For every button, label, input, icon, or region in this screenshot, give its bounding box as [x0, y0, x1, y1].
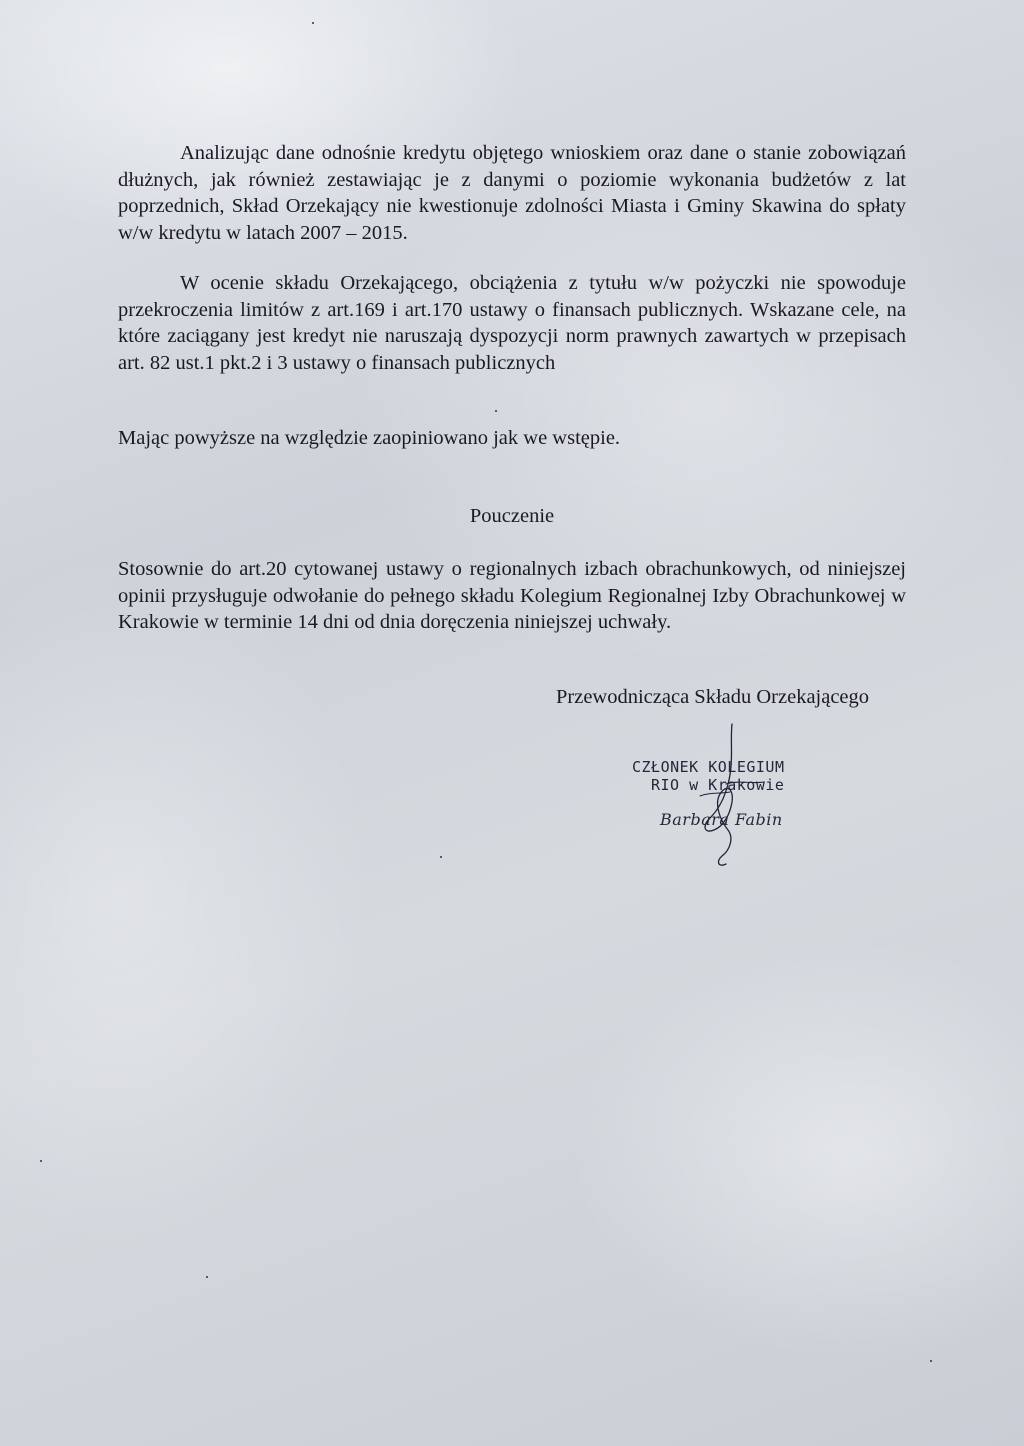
- stamp-line-office: RIO w Krakowie: [651, 776, 785, 794]
- scan-speck: [40, 1160, 42, 1162]
- paragraph-credit-analysis: Analizując dane odnośnie kredytu objętego wnioskiem oraz dane o stanie zobowiązań dłużnych, jak również zestawiając je z danymi o poziomie wykonania budżetów z lat poprzednich, Skład Orzekający nie kwestionuje zdolności Miasta i Gminy Skawina do spłaty w/w kredytu w latach 2007 – 2015.: [118, 142, 906, 244]
- scan-speck: [440, 856, 442, 858]
- scan-speck: [930, 1360, 932, 1362]
- signature-title: Przewodnicząca Składu Orzekającego: [556, 686, 870, 708]
- handwritten-signature-icon: [680, 722, 770, 872]
- section-heading-pouczenie: Pouczenie: [469, 505, 555, 527]
- scan-speck: [495, 410, 497, 412]
- scan-speck: [312, 22, 314, 24]
- stamp-name: Barbara Fabin: [660, 810, 783, 829]
- paragraph-limits-assessment: W ocenie składu Orzekającego, obciążenia z tytułu w/w pożyczki nie spowoduje przekroczenia limitów z art.169 i art.170 ustawy o finansach publicznych. Wskazane cele, na które zaciągany jest kredyt nie naruszają dyspozycji norm prawnych zawartych w przepisach art. 82 ust.1 pkt.2 i 3 ustawy o finansach publicznych: [118, 272, 906, 374]
- paragraph-conclusion: Mając powyższe na względzie zaopiniowano jak we wstępie.: [118, 427, 621, 449]
- scan-speck: [206, 1276, 208, 1278]
- stamp-line-member: CZŁONEK KOLEGIUM: [632, 758, 785, 776]
- paragraph-appeal-instruction: Stosownie do art.20 cytowanej ustawy o regionalnych izbach obrachunkowych, od niniejszej opinii przysługuje odwołanie do pełnego składu Kolegium Regionalnej Izby Obrachunkowej w Krakowie w terminie 14 dni od dnia doręczenia niniejszej uchwały.: [118, 558, 906, 633]
